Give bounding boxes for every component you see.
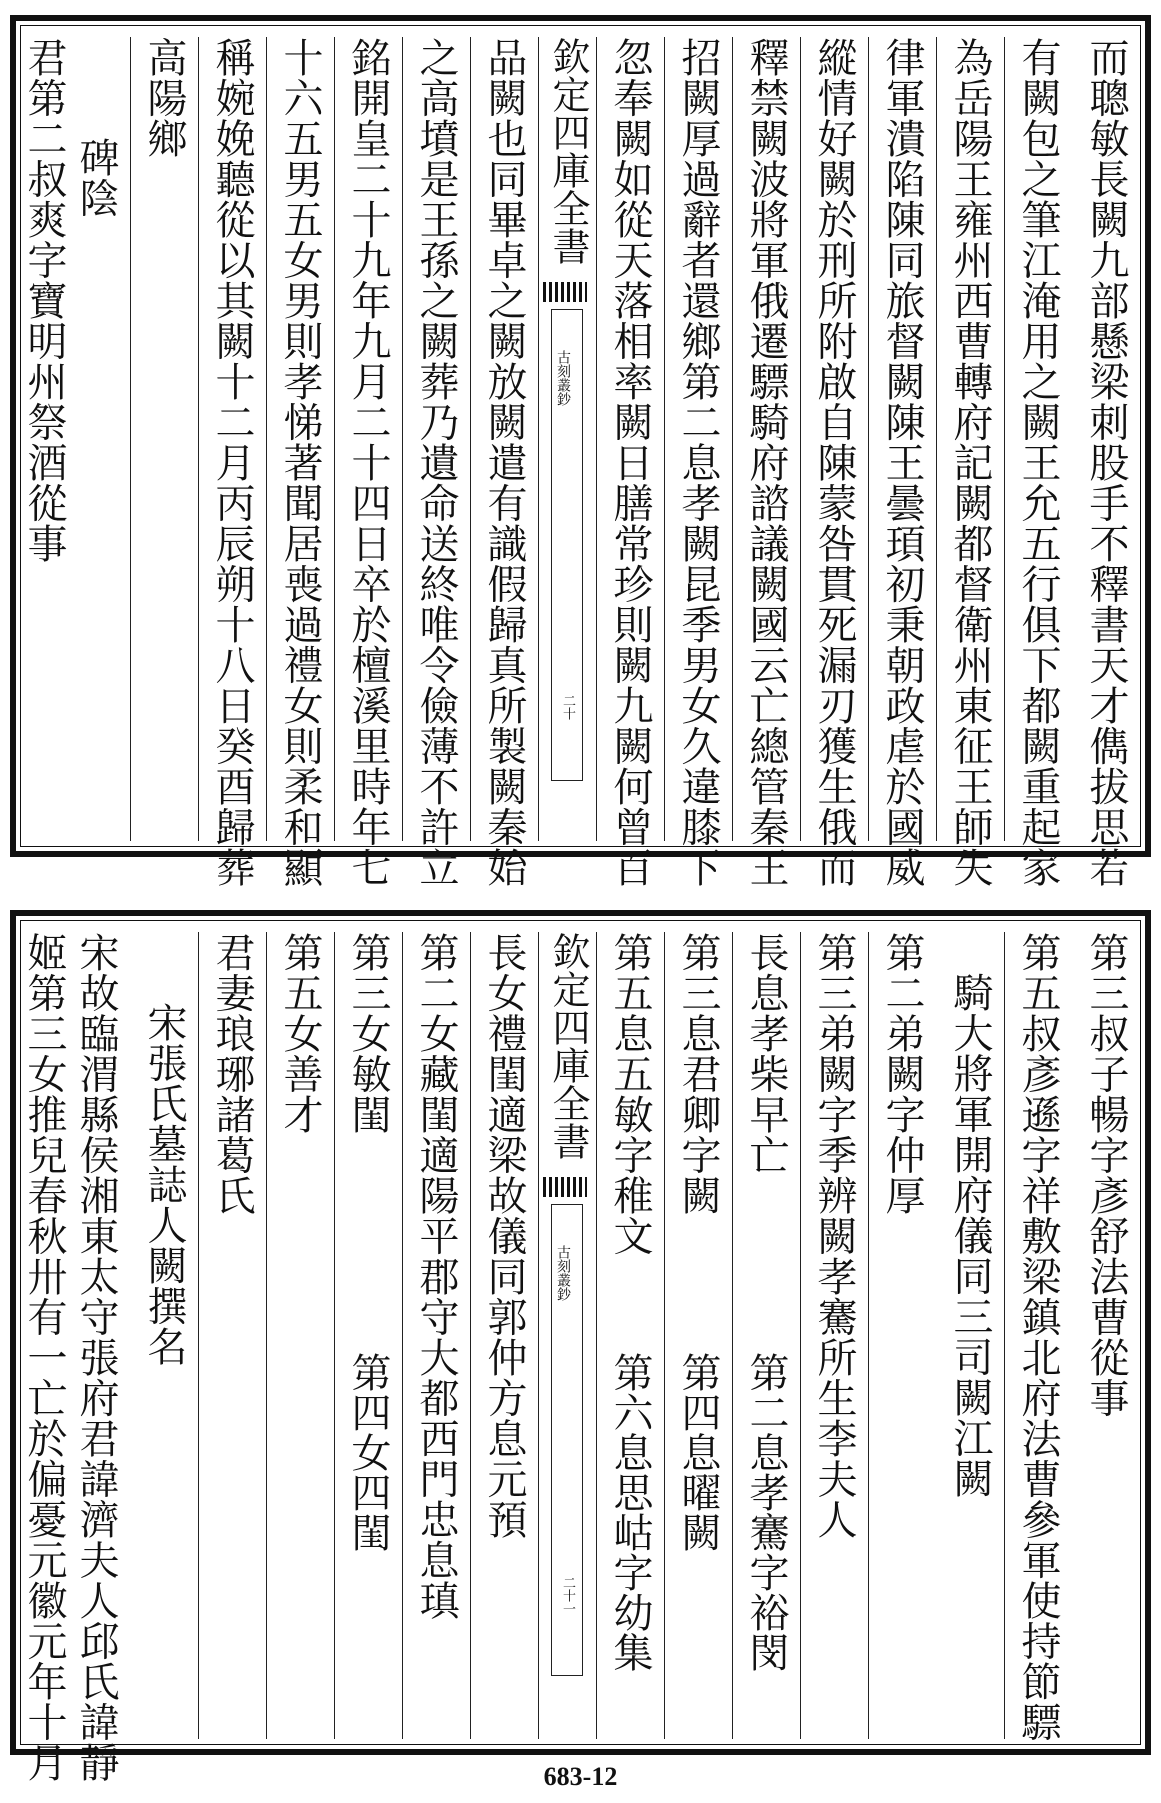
- column-divider: [800, 932, 801, 1739]
- top-col-l7: [73, 37, 130, 841]
- leaf-number: 二十: [560, 694, 575, 720]
- text-column: 有闕包之筆江淹用之闕王允五行俱下都闕重起家: [1015, 37, 1061, 888]
- column-divider: [596, 37, 597, 841]
- text-column: 第三息君卿字闕: [675, 932, 721, 1216]
- center-label-box: [551, 1204, 583, 1676]
- text-column: 姬第三女推兒春秋卅有一亡於偏憂元徽元年十月: [21, 932, 67, 1783]
- top-col-r2: [1004, 37, 1072, 888]
- text-column: 第三叔子暢字彥舒法曹從事: [1083, 932, 1129, 1418]
- bottom-col-l6: [130, 932, 198, 1739]
- text-column-lower: 第二息孝騫字裕閔: [743, 1352, 789, 1672]
- text-column: 宋張氏墓誌人闕撰名: [141, 1002, 187, 1367]
- top-col-r3: [936, 37, 1004, 888]
- column-divider: [800, 37, 801, 841]
- bottom-col-r7: [664, 932, 732, 1739]
- text-column-lower: 第六息思岵字幼集: [607, 1352, 653, 1672]
- top-col-r4: [868, 37, 936, 888]
- fish-tail-mark: [543, 1177, 587, 1197]
- top-col-l8: [21, 37, 78, 841]
- bottom-col-r2: [1004, 932, 1072, 1742]
- top-col-l3: [334, 37, 402, 888]
- text-column: 為岳陽王雍州西曹轉府記闕都督衛州東征王師失: [947, 37, 993, 888]
- top-col-r1: [1072, 37, 1140, 888]
- bottom-col-r6: [732, 932, 800, 1739]
- bottom-col-l8: [21, 932, 78, 1783]
- section-note: 古刻叢鈔: [555, 350, 571, 406]
- column-divider: [198, 37, 199, 841]
- page-number: 683-12: [543, 1762, 618, 1791]
- text-column-lower: 第四息曜闕: [675, 1352, 721, 1552]
- bottom-col-r4: [868, 932, 936, 1739]
- text-column: 第五叔彥遜字祥敷梁鎮北府法曹參軍使持節驃: [1015, 932, 1061, 1742]
- text-column: 第五女善才: [277, 932, 323, 1135]
- bottom-col-r8: [596, 932, 664, 1739]
- text-column: 宋故臨渭縣侯湘東太守張府君諱濟夫人邱氏諱靜: [73, 932, 119, 1783]
- text-column: 銘開皇二十九年九月二十四日卒於檀溪里時年七: [345, 37, 391, 888]
- column-divider: [664, 932, 665, 1739]
- column-divider: [936, 37, 937, 841]
- text-column: 碑陰: [73, 137, 119, 218]
- text-column: 律軍潰陷陳同旅督闕陳王曇頊初秉朝政虐於國威: [879, 37, 925, 888]
- top-center-strip: [538, 37, 596, 841]
- top-col-r7: [664, 37, 732, 888]
- column-divider: [198, 932, 199, 1739]
- text-column: 君第二叔爽字寶明州祭酒從事: [21, 37, 67, 564]
- column-divider: [130, 37, 131, 841]
- column-divider: [868, 932, 869, 1739]
- leaf-number: 二十一: [560, 1576, 575, 1615]
- top-col-l6: [130, 37, 198, 841]
- text-column: 高陽鄉: [141, 37, 187, 159]
- text-column: 第三女敏閨: [345, 932, 391, 1135]
- top-col-l4: [266, 37, 334, 888]
- column-divider: [402, 932, 403, 1739]
- bottom-col-r1: [1072, 932, 1140, 1739]
- column-divider: [470, 932, 471, 1739]
- column-divider: [664, 37, 665, 841]
- text-column: 之高墳是王孫之闕葬乃遺命送終唯令儉薄不許立: [413, 37, 459, 888]
- top-col-l2: [402, 37, 470, 888]
- text-column: 長息孝柴早亡: [743, 932, 789, 1175]
- top-col-l5: [198, 37, 266, 888]
- column-divider: [596, 932, 597, 1739]
- text-column: 稱婉娩聽從以其闕十二月丙辰朔十八日癸酉歸葬: [209, 37, 255, 888]
- bottom-col-l4: [266, 932, 334, 1739]
- text-column: 第三弟闕字季辨闕孝騫所生李夫人: [811, 932, 857, 1540]
- text-column-lower: 第四女四閨: [345, 1352, 391, 1552]
- bottom-center-strip: [538, 932, 596, 1739]
- column-divider: [732, 932, 733, 1739]
- column-divider: [402, 37, 403, 841]
- text-column: 品闕也同畢卓之闕放闕遣有識假歸真所製闕秦始: [481, 37, 527, 888]
- text-column: 十六五男五女男則孝悌著聞居喪過禮女則柔和顯: [277, 37, 323, 888]
- bottom-col-l7: [73, 932, 130, 1783]
- column-divider: [334, 932, 335, 1739]
- bottom-col-l1: [470, 932, 538, 1739]
- bottom-col-r5: [800, 932, 868, 1739]
- text-column: 忽奉闕如從天落相率闕日膳常珍則闕九闕何曾百: [607, 37, 653, 888]
- top-col-r5: [800, 37, 868, 888]
- fish-tail-mark: [543, 282, 587, 302]
- text-column: 第二女藏閨適陽平郡守大都西門忠息瑱: [413, 932, 459, 1621]
- section-note: 古刻叢鈔: [555, 1245, 571, 1301]
- center-label-box: [551, 309, 583, 781]
- bottom-col-l5: [198, 932, 266, 1739]
- top-col-l1: [470, 37, 538, 888]
- text-column: 而聰敏長闕九部懸梁刺股手不釋書天才儁拔思若: [1083, 37, 1129, 888]
- column-divider: [470, 37, 471, 841]
- top-col-r8: [596, 37, 664, 888]
- text-column: 第二弟闕字仲厚: [879, 932, 925, 1216]
- top-page-frame: [10, 15, 1151, 888]
- text-column: 第五息五敏字稚文: [607, 932, 653, 1256]
- book-title: 欽定四庫全書: [546, 932, 590, 1160]
- bottom-col-r3: [936, 932, 1004, 1739]
- book-title: 欽定四庫全書: [546, 37, 590, 265]
- column-divider: [1004, 37, 1005, 841]
- text-column: 長女禮閨適梁故儀同郭仲方息元預: [481, 932, 527, 1540]
- text-column: 招闕厚過辭者還鄉第二息孝闕昆季男女久違膝下: [675, 37, 721, 888]
- top-col-r6: [732, 37, 800, 888]
- text-column: 縱情好闕於刑所附啟自陳蒙咎貫死漏刃獲生俄而: [811, 37, 857, 888]
- column-divider: [868, 37, 869, 841]
- column-divider: [732, 37, 733, 841]
- text-column: 釋禁闕波將軍俄遷驃騎府諮議闕國云亡總管秦王: [743, 37, 789, 888]
- bottom-col-l2: [402, 932, 470, 1739]
- bottom-col-l3: [334, 932, 402, 1739]
- column-divider: [1004, 932, 1005, 1739]
- column-divider: [266, 932, 267, 1739]
- column-divider: [334, 37, 335, 841]
- text-column: 君妻琅琊諸葛氏: [209, 932, 255, 1216]
- column-divider: [266, 37, 267, 841]
- text-column: 騎大將軍開府儀同三司闕江闕: [947, 972, 993, 1499]
